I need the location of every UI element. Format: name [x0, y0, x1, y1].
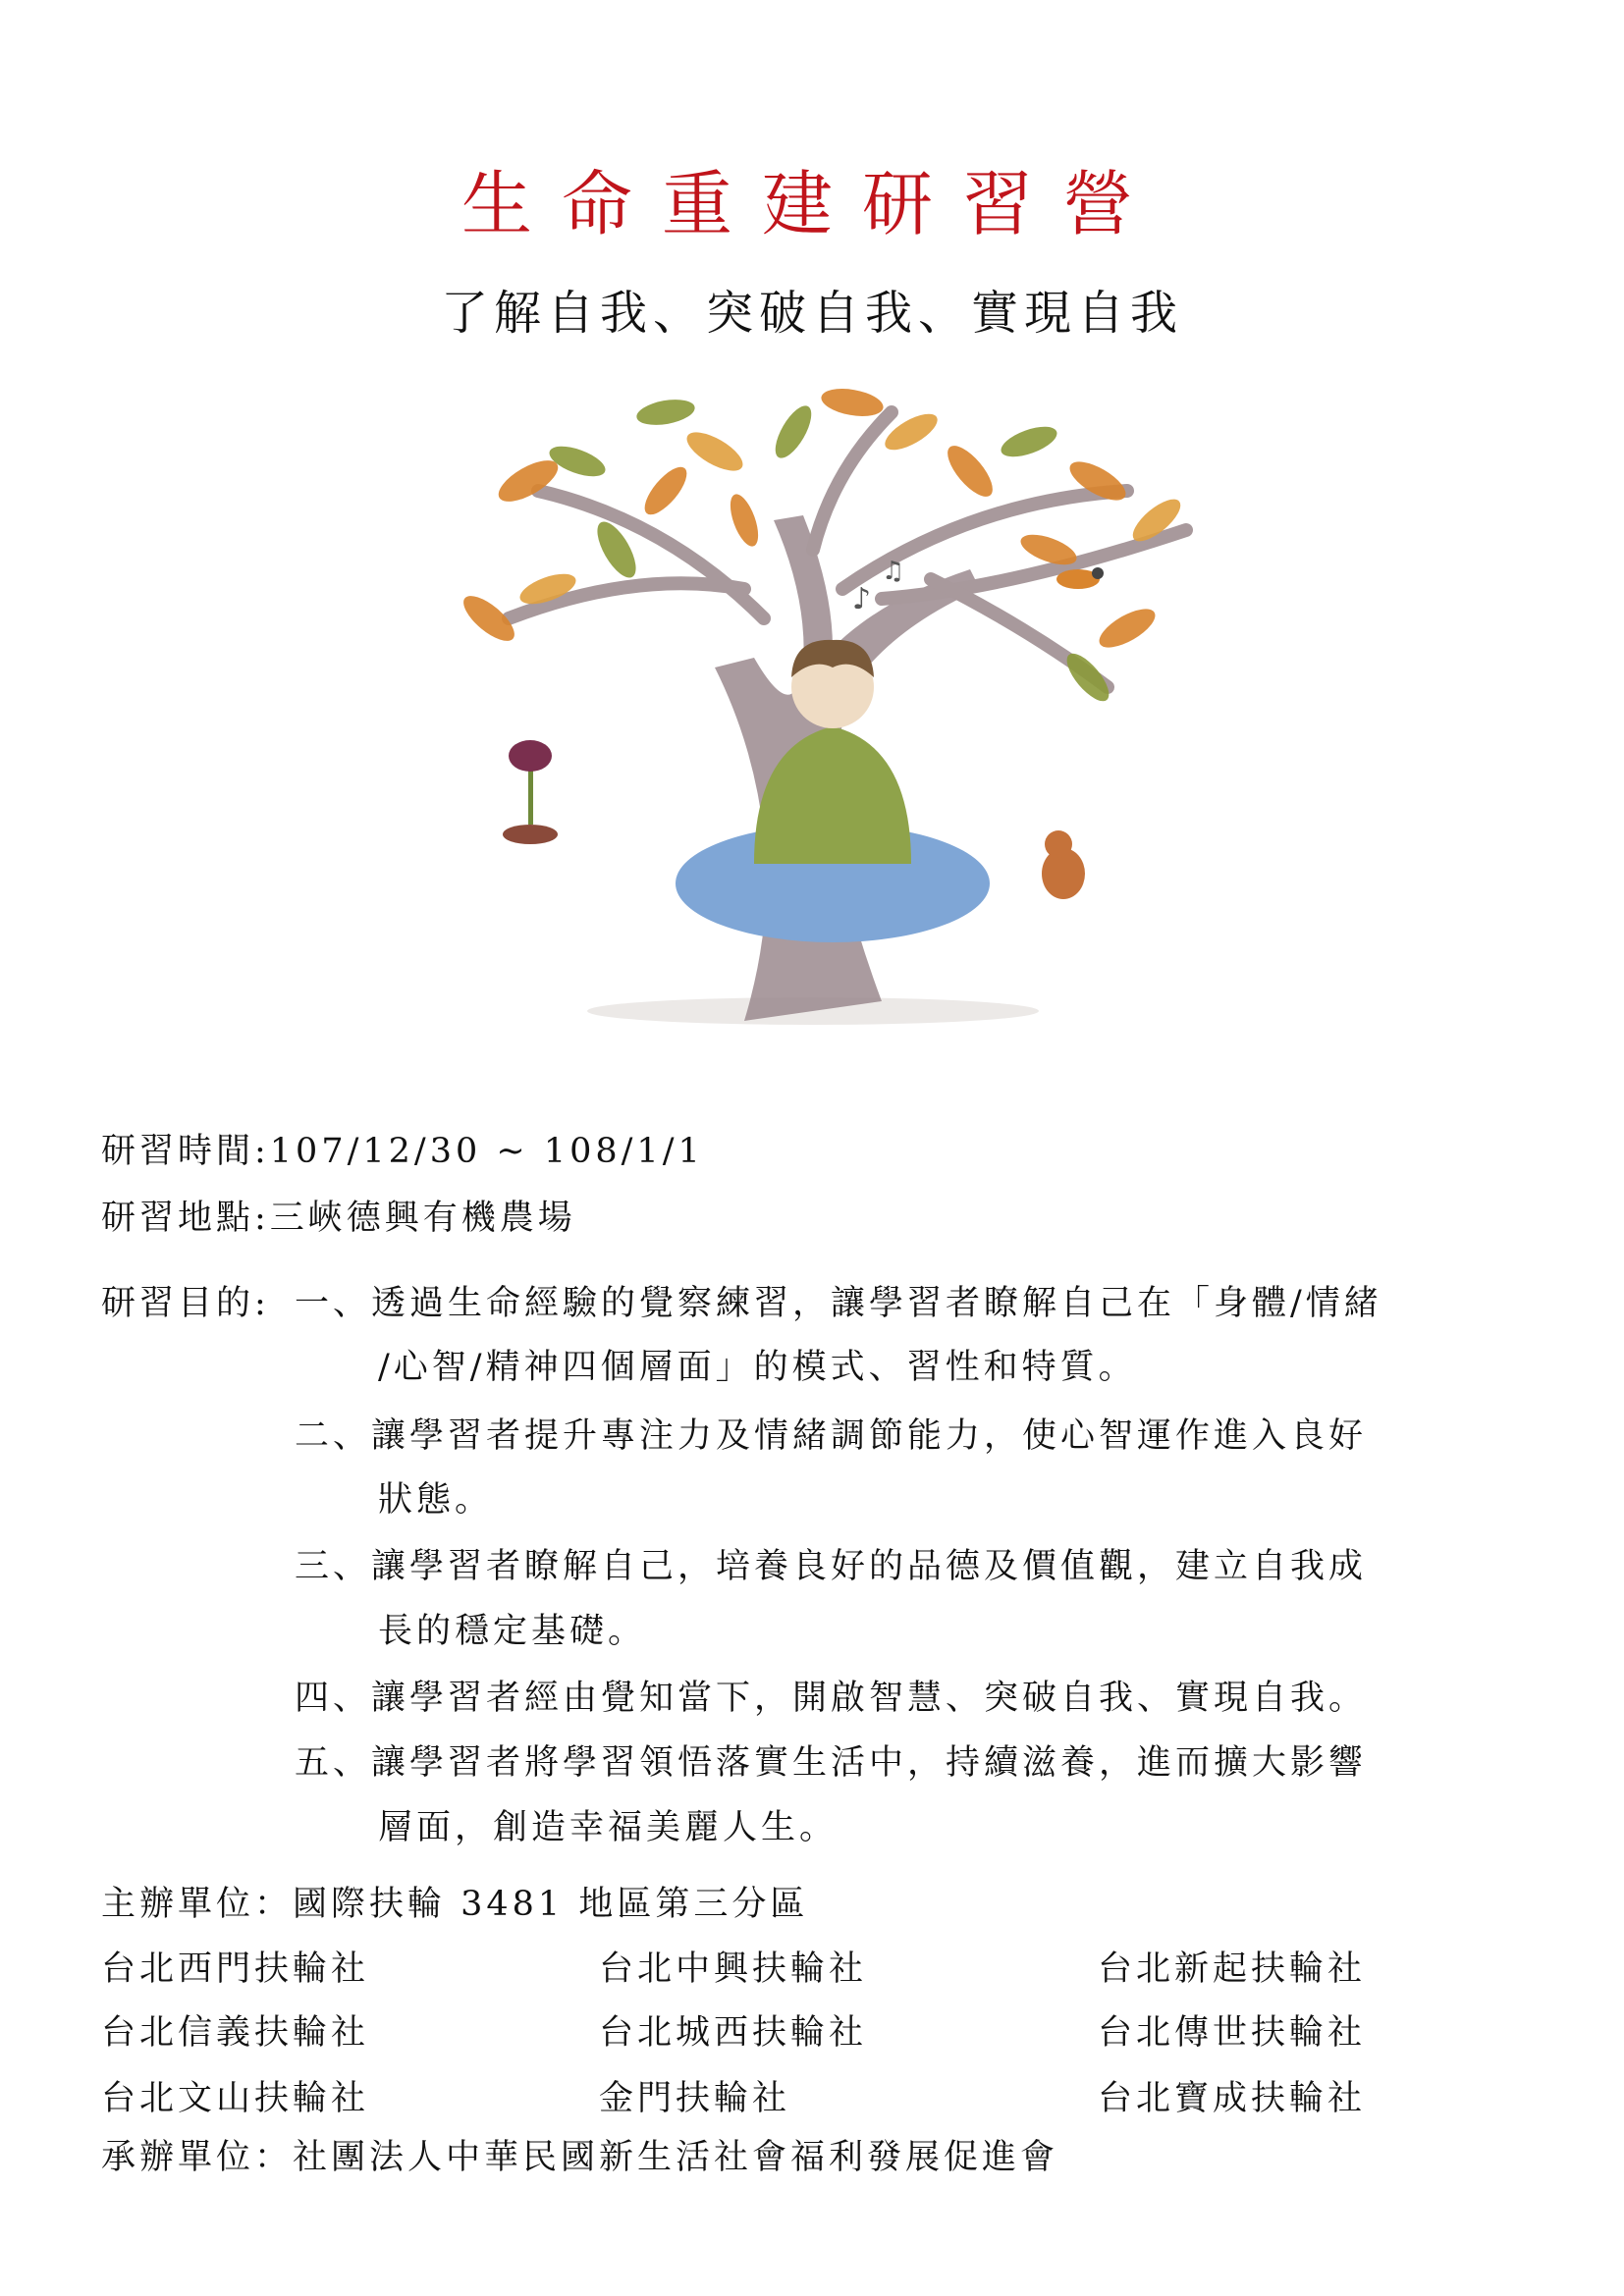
flower	[503, 740, 558, 844]
host-unit: 主辦單位：國際扶輪 3481 地區第三分區	[101, 1885, 809, 1924]
club-name: 台北城西扶輪社	[599, 2013, 868, 2053]
purpose-item-2: 二、讓學習者提升專注力及情緒調節能力，使心智運作進入良好	[295, 1416, 1368, 1456]
purpose-item-1-cont: /心智/精神四個層面」的模式、習性和特質。	[378, 1348, 1137, 1387]
club-name: 台北傳世扶輪社	[1098, 2013, 1367, 2053]
svg-text:♫: ♫	[882, 557, 905, 586]
club-name: 台北新起扶輪社	[1098, 1949, 1367, 1989]
purpose-item-1: 一、透過生命經驗的覺察練習，讓學習者瞭解自己在「身體/情緒	[295, 1284, 1382, 1323]
meditation-tree-illustration	[420, 373, 1206, 1090]
page-title: 生命重建研習營	[460, 163, 1163, 245]
purpose-item-5: 五、讓學習者將學習領悟落實生活中，持續滋養，進而擴大影響	[295, 1743, 1368, 1783]
purpose-item-2-cont: 狀態。	[378, 1480, 494, 1520]
svg-text:♪: ♪	[852, 582, 872, 616]
club-name: 台北西門扶輪社	[101, 1949, 370, 1989]
organizer-unit: 承辦單位：社團法人中華民國新生活社會福利發展促進會	[101, 2138, 1059, 2177]
cat	[1042, 830, 1085, 899]
club-name: 金門扶輪社	[599, 2079, 791, 2118]
club-name: 台北中興扶輪社	[599, 1949, 868, 1989]
page-subtitle: 了解自我、突破自我、實現自我	[440, 286, 1183, 341]
training-time: 研習時間:107/12/30 ~ 108/1/1	[101, 1132, 704, 1171]
purpose-label: 研習目的:	[101, 1284, 270, 1323]
meditating-person	[676, 640, 990, 942]
purpose-item-3-cont: 長的穩定基礎。	[378, 1612, 647, 1651]
purpose-item-4: 四、讓學習者經由覺知當下，開啟智慧、突破自我、實現自我。	[295, 1679, 1368, 1718]
club-name: 台北文山扶輪社	[101, 2079, 370, 2118]
training-place: 研習地點:三峽德興有機農場	[101, 1199, 576, 1238]
purpose-item-5-cont: 層面，創造幸福美麗人生。	[378, 1808, 839, 1847]
club-name: 台北信義扶輪社	[101, 2013, 370, 2053]
club-name: 台北寶成扶輪社	[1098, 2079, 1367, 2118]
purpose-item-3: 三、讓學習者瞭解自己，培養良好的品德及價值觀，建立自我成	[295, 1547, 1368, 1586]
